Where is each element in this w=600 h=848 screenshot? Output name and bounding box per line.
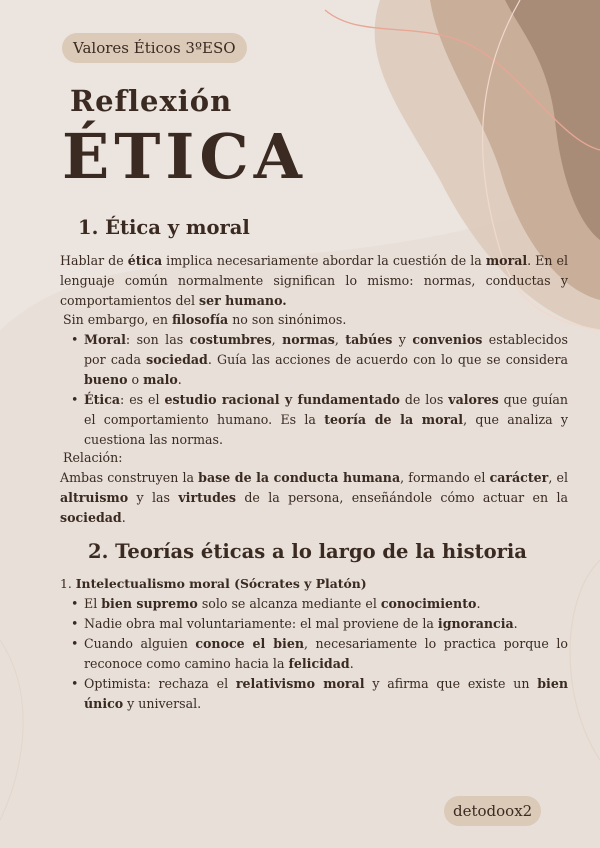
list-item-etica: • Ética: es el estudio racional y fundamentado de los valores que guían el comportamiento humano. Es la teoría de la moral, que analiza y cuestiona las normas. <box>84 390 568 450</box>
bold-term: Ética <box>84 392 121 407</box>
list-item: • Cuando alguien conoce el bien, necesariamente lo practica porque lo reconoce como camino hacia la felicidad. <box>84 634 568 674</box>
relation-paragraph: Ambas construyen la base de la conducta humana, formando el carácter, el altruismo y las virtudes de la persona, enseñándole cómo actuar en la sociedad. <box>60 470 568 525</box>
bold-term: costumbres <box>189 332 272 347</box>
bold-term: altruismo <box>60 490 129 505</box>
list-item: • El bien supremo solo se alcanza mediante el conocimiento. <box>84 594 568 614</box>
bold-term: convenios <box>412 332 483 347</box>
bold-term: normas <box>282 332 335 347</box>
list-item: • Optimista: rechaza el relativismo moral y afirma que existe un bien único y universal. <box>84 674 568 714</box>
bold-term: virtudes <box>178 490 236 505</box>
bold-term: conoce el bien <box>195 636 304 651</box>
section-2-heading: 2. Teorías éticas a lo largo de la historia <box>88 540 527 563</box>
bold-term: Intelectualismo moral (Sócrates y Platón) <box>75 576 367 591</box>
list-item: • Nadie obra mal voluntariamente: el mal proviene de la ignorancia. <box>84 614 568 634</box>
section-1-contrast: Sin embargo, en filosofía no son sinónimos. <box>63 312 347 327</box>
bold-term: malo <box>143 372 178 387</box>
course-badge: Valores Éticos 3ºESO <box>62 33 247 63</box>
bold-term: carácter <box>489 470 549 485</box>
bold-term: base de la conducta humana <box>198 470 401 485</box>
bold-term: moral <box>485 253 528 268</box>
bold-term: sociedad <box>146 352 208 367</box>
bold-term: filosofía <box>171 312 229 327</box>
bold-term: Moral <box>84 332 126 347</box>
list-item-moral: • Moral: son las costumbres, normas, tabúes y convenios establecidos por cada sociedad. Guía las acciones de acuerdo con lo que se considera bueno o malo. <box>84 330 568 390</box>
section-2-list <box>84 594 568 714</box>
bold-term: tabúes <box>345 332 393 347</box>
bold-term: valores <box>448 392 499 407</box>
bold-term: ética <box>127 253 163 268</box>
bold-term: ser humano. <box>199 293 287 308</box>
bold-term: sociedad <box>60 510 122 525</box>
section-1-definitions-list <box>84 330 568 450</box>
section-1-heading: 1. Ética y moral <box>78 216 250 239</box>
author-badge: detodoox2 <box>444 796 541 826</box>
bold-term: teoría de la moral <box>324 412 464 427</box>
bold-term: estudio racional y fundamentado <box>164 392 400 407</box>
relation-label: Relación: <box>63 450 123 465</box>
section-2-subheading: 1. Intelectualismo moral (Sócrates y Platón) <box>60 576 367 591</box>
title-reflexion: Reflexión <box>70 84 233 118</box>
bold-term: bien supremo <box>101 596 198 611</box>
bold-term: bien único <box>84 676 569 711</box>
bold-term: relativismo moral <box>235 676 365 691</box>
bold-term: bueno <box>84 372 128 387</box>
bold-term: felicidad <box>288 656 350 671</box>
bold-term: conocimiento <box>380 596 477 611</box>
title-etica: ÉTICA <box>62 120 307 193</box>
section-1-intro: Hablar de ética implica necesariamente abordar la cuestión de la moral. En el lenguaje común normalmente significan lo mismo: normas, conductas y comportamientos del ser humano. <box>60 253 568 308</box>
bold-term: ignorancia <box>437 616 514 631</box>
